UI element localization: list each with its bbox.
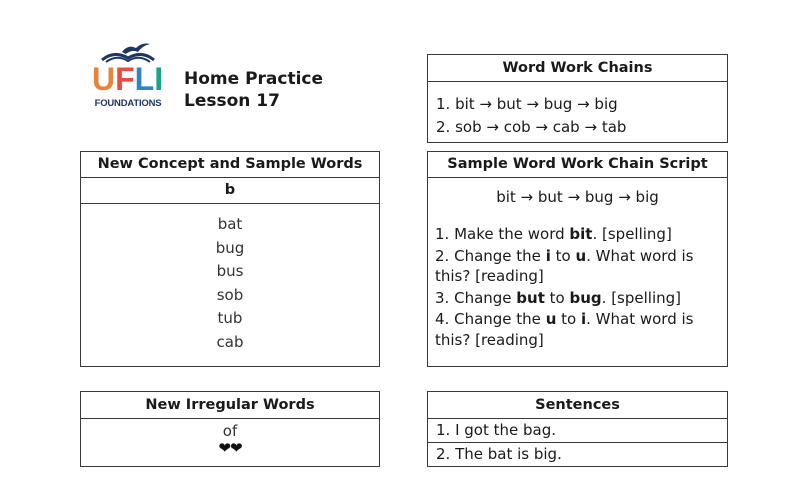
sample-word: cab <box>216 332 244 351</box>
sentences-heading: Sentences <box>428 392 727 419</box>
sentences-box <box>427 391 728 467</box>
sample-word: sob <box>216 285 244 304</box>
script-step: 2. Change the i to u. What word is this? [reading] <box>435 246 694 285</box>
word-work-chains-box <box>427 54 728 143</box>
irregular-words-box <box>80 391 380 467</box>
script-step: 3. Change but to bug. [spelling] <box>435 288 681 307</box>
sample-words-list <box>81 204 379 354</box>
heart-icon: ❤❤ <box>218 439 242 457</box>
sentence-item: 2. The bat is big. <box>436 445 562 463</box>
sample-word: bug <box>215 238 245 257</box>
sample-word: bus <box>216 262 244 280</box>
ufli-logo <box>92 40 164 114</box>
logo-letter-l: L <box>134 61 155 97</box>
logo-wordmark <box>92 62 164 96</box>
logo-letter-i: I <box>154 61 164 97</box>
title-line-2: Lesson 17 <box>184 91 280 111</box>
word-work-chains-heading: Word Work Chains <box>428 55 727 82</box>
sample-word: tub <box>217 309 243 327</box>
chain-item: 1. bit → but → bug → big <box>436 95 618 113</box>
irregular-words-heading: New Irregular Words <box>81 392 379 419</box>
chain-script-heading: Sample Word Work Chain Script <box>428 152 727 178</box>
title-line-1: Home Practice <box>184 69 324 89</box>
logo-letter-f: F <box>115 61 135 97</box>
script-chain: bit → but → bug → big <box>496 188 659 206</box>
script-step: 4. Change the u to i. What word is this? [reading] <box>435 310 694 349</box>
chain-item: 2. sob → cob → cab → tab <box>436 118 627 136</box>
irregular-word: of <box>222 422 238 440</box>
logo-subtitle: FOUNDATIONS <box>94 98 162 109</box>
sample-word: bat <box>217 215 243 233</box>
page-title <box>184 68 323 112</box>
new-concept-box <box>80 151 380 367</box>
script-steps <box>428 209 727 350</box>
chain-script-box <box>427 151 728 367</box>
sentence-item: 1. I got the bag. <box>428 419 727 443</box>
concept-letter: b <box>81 178 379 204</box>
new-concept-heading: New Concept and Sample Words <box>81 152 379 178</box>
logo-letter-u: U <box>92 61 116 97</box>
word-work-chains-list <box>428 82 727 139</box>
script-step: 1. Make the word bit. [spelling] <box>435 225 672 243</box>
